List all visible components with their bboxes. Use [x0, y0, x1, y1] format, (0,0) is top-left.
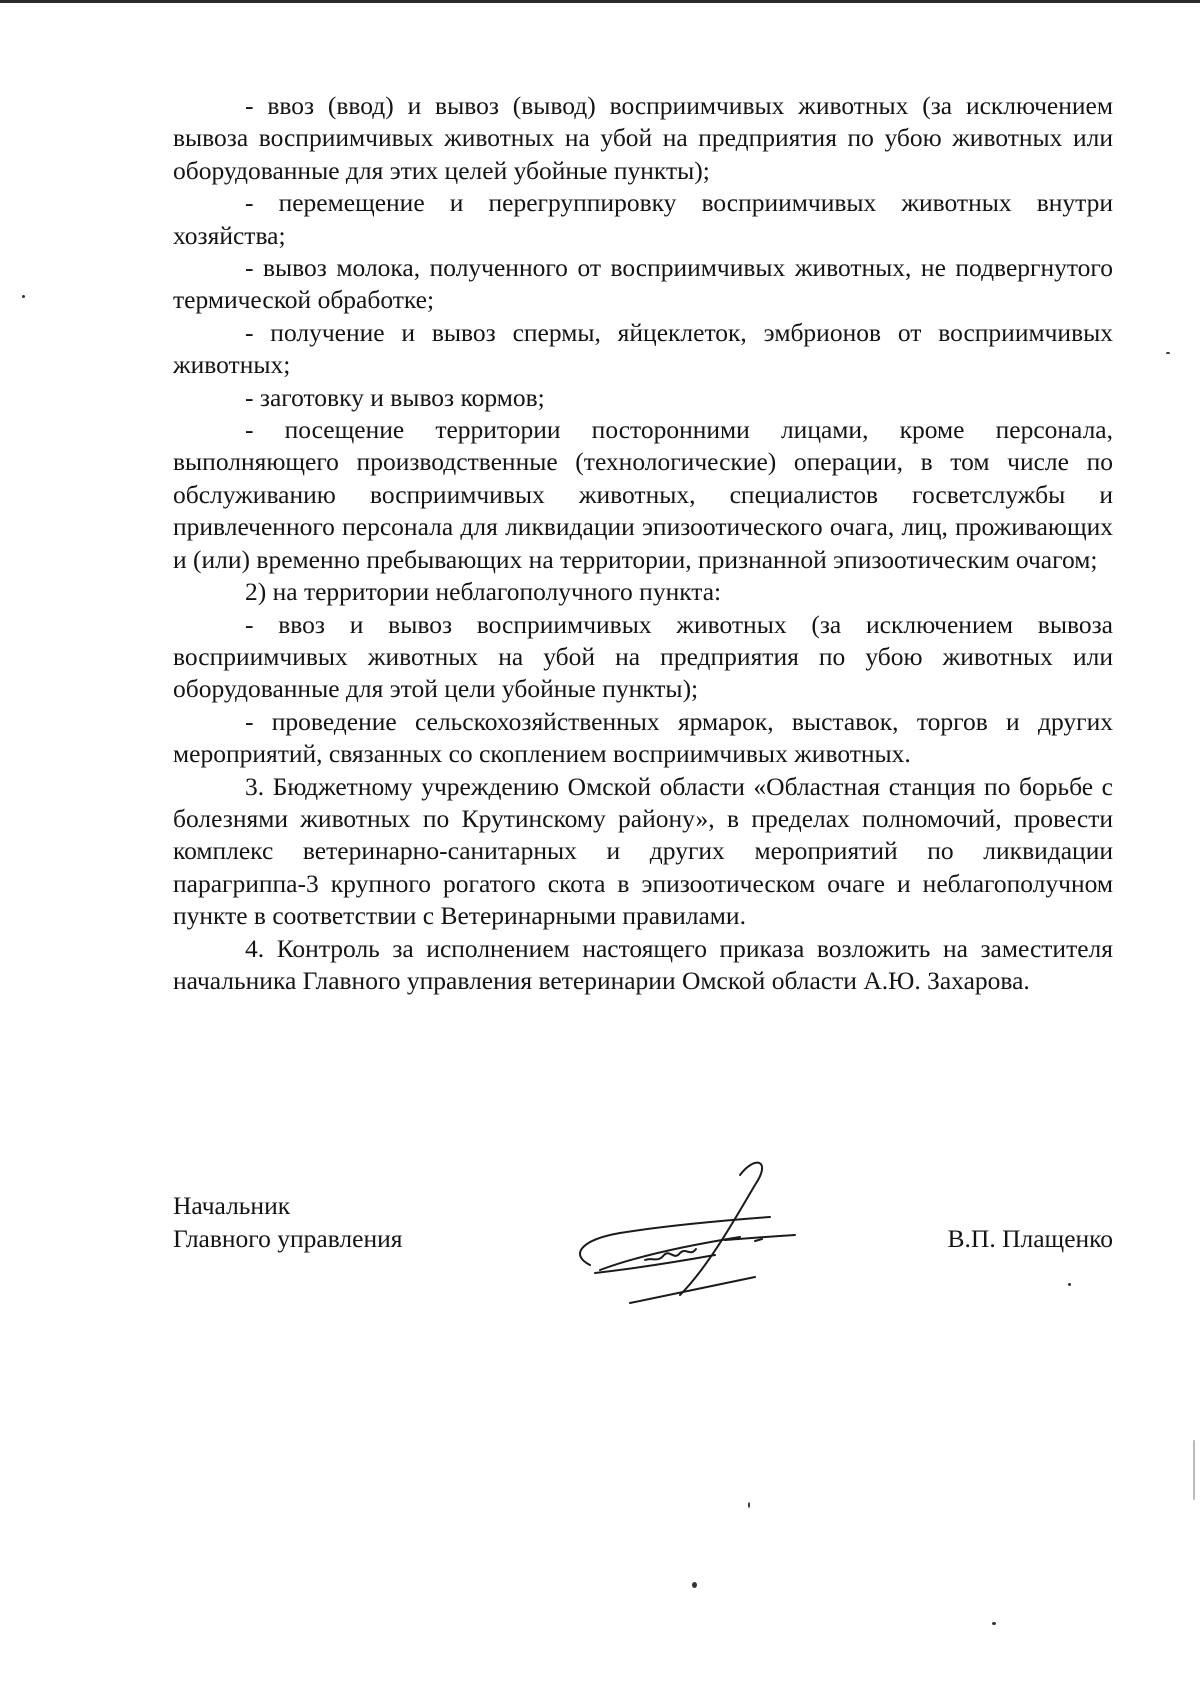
- top-border-line: [0, 0, 1200, 3]
- scan-speck: [22, 295, 25, 298]
- paragraph-fairs-ban: - проведение сельскохозяйственных ярмарок, выставок, торгов и других мероприятий, связанных со скоплением восприимчивых животных.: [173, 706, 1113, 769]
- paragraph-milk-ban: - вывоз молока, полученного от восприимчивых животных, не подвергнутого термической обработке;: [173, 253, 1113, 315]
- paragraph-item-4: 4. Контроль за исполнением настоящего приказа возложить на заместителя начальника Главного управления ветеринарии Омской области А.Ю. Захарова.: [173, 933, 1113, 995]
- scan-speck: [748, 1502, 750, 1508]
- scan-speck: [692, 1582, 697, 1588]
- paragraph-import-export-ban: - ввоз (ввод) и вывоз (вывод) восприимчивых животных (за исключением вывоза восприимчивых животных на убой на предприятия по убою животных или оборудованные для этих целей убойные пункты);: [173, 91, 1113, 185]
- paragraph-item-3: 3. Бюджетному учреждению Омской области «Областная станция по борьбе с болезнями животных по Крутинскому району», в пределах полномочий, провести комплекс ветеринарно-санитарных и других мероприятий по ликвидации парагриппа-3 крупного рогатого скота в эпизоотическом очаге и неблагополучном пункте в соответствии с Ветеринарными правилами.: [173, 771, 1113, 931]
- handwritten-signature: [540, 1145, 830, 1310]
- paragraph-movement-ban: - перемещение и перегруппировку восприимчивых животных внутри хозяйства;: [173, 188, 1113, 250]
- paragraph-unsafe-point-import-ban: - ввоз и вывоз восприимчивых животных (за исключением вывоза восприимчивых животных на убой на предприятия по убою животных или оборудованные для этой цели убойные пункты);: [173, 609, 1113, 704]
- scan-speck: [992, 1622, 996, 1625]
- scan-speck: [1068, 1283, 1071, 1286]
- scan-edge-mark: [1193, 1440, 1195, 1500]
- signatory-name: В.П. Плащенко: [947, 1224, 1113, 1253]
- paragraph-visit-ban: - посещение территории посторонними лицами, кроме персонала, выполняющего производственные (технологические) операции, в том числе по обслуживанию восприимчивых животных, специалистов госветслужбы и привлеченного персонала для ликвидации эпизоотического очага, лиц, проживающих и (или) временно пребывающих на территории, признанной эпизоотическим очагом;: [173, 415, 1113, 574]
- scan-speck: [1166, 352, 1170, 354]
- signatory-title-line-1: Начальник: [173, 1191, 291, 1220]
- paragraph-sperm-ban: - получение и вывоз спермы, яйцеклеток, эмбрионов от восприимчивых животных;: [173, 317, 1113, 380]
- signatory-title-line-2: Главного управления: [173, 1224, 403, 1253]
- paragraph-feed-ban: - заготовку и вывоз кормов;: [245, 382, 545, 412]
- paragraph-unsafe-point-heading: 2) на территории неблагополучного пункта:: [245, 577, 722, 607]
- document-body: [173, 90, 1113, 997]
